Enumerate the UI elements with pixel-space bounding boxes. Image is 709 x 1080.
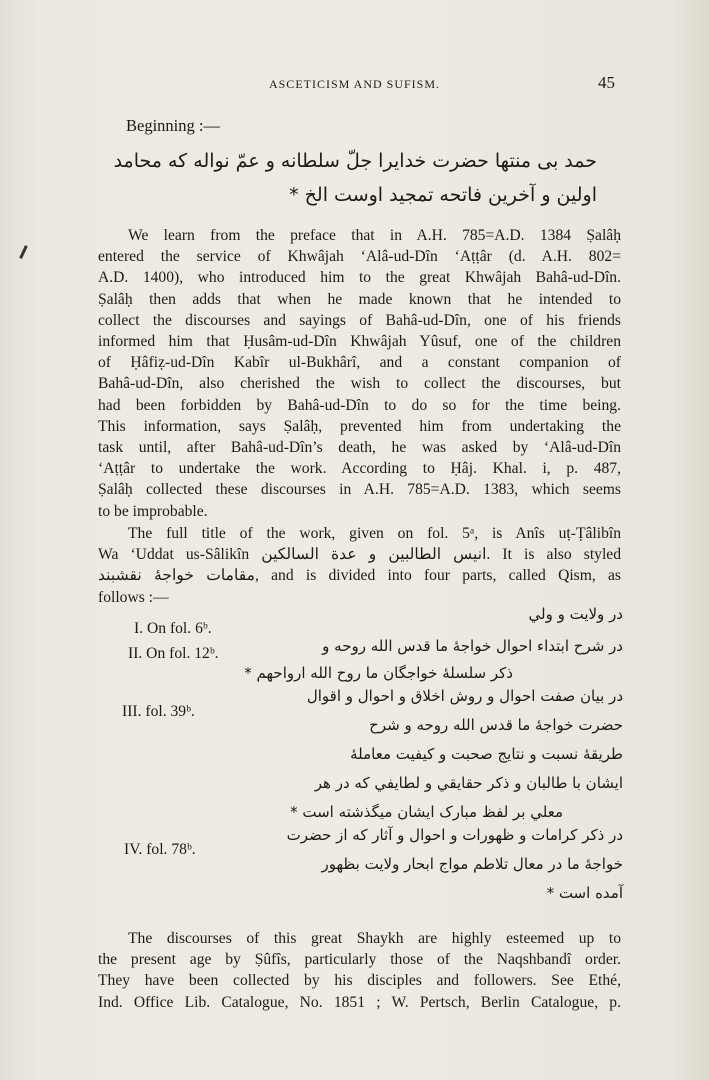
paragraph-line: follows :—	[98, 588, 169, 606]
part-arabic-line: ذکر سلسلهٔ خواجگان ما روح الله ارواحهم *	[244, 664, 513, 682]
margin-pencil-mark	[19, 245, 28, 259]
paragraph-line: had been forbidden by Bahâ-ud-Dîn to do so for the time being.	[98, 396, 621, 414]
part-arabic-line: ایشان با طالبان و ذکر حقایقي و لطایفي که در هر	[314, 774, 623, 792]
paragraph-preface	[98, 225, 621, 522]
part-arabic-line: خواجهٔ ما در معال تلاطم مواج ابحار ولایت بظهور	[321, 855, 623, 873]
paragraph-line: the present age by Ṣûfîs, particularly those of the Naqshbandî order.	[98, 951, 621, 969]
paragraph-line: A.D. 1400), who introduced him to the great Khwâjah Bahâ-ud-Dîn.	[98, 269, 621, 287]
running-head	[0, 73, 709, 97]
part-arabic-line: در ذکر کرامات و ظهورات و احوال و آثار که از حضرت	[286, 826, 623, 844]
part-label: III. fol. 39ᵇ.	[122, 703, 195, 720]
paragraph-line: to be improbable.	[98, 502, 208, 520]
part-arabic-line: حضرت خواجهٔ ما قدس الله روحه و شرح	[369, 716, 623, 734]
arabic-opening-line-2: اولین و آخرین فاتحه تمجید اوست الخ *	[289, 184, 597, 206]
paragraph-line: Wa ‘Uddat us-Sâlikîn انیس الطالبین و عدة السالکین. It is also styled	[98, 546, 621, 564]
beginning-label: Beginning :—	[126, 116, 220, 135]
paragraph-line: مقامات خواجهٔ نقشبند, and is divided into four parts, called Qism, as	[98, 567, 621, 585]
running-title: ASCETICISM AND SUFISM.	[268, 77, 441, 91]
paragraph-line: ‘Aṭṭâr to undertake the work. According to Ḥâj. Khal. i, p. 487,	[98, 460, 621, 478]
paragraph-line: informed him that Ḥusâm-ud-Dîn Khwâjah Yûsuf, one of the children	[98, 333, 621, 351]
arabic-opening-line-1: حمد بی منتها حضرت خدایرا جلّ سلطانه و عمّ نواله که محامد	[113, 150, 597, 172]
part-arabic-line: آمده است *	[546, 884, 623, 902]
paragraph-line: They have been collected by his disciples and followers. See Ethé,	[98, 972, 621, 990]
paragraph-line: entered the service of Khwâjah ‘Alâ-ud-Dîn ‘Aṭṭâr (d. A.H. 802=	[98, 248, 621, 266]
paragraph-line: Ṣalâḥ collected these discourses in A.H. 785=A.D. 1383, which seems	[98, 481, 621, 499]
paragraph-line: Ṣalâḥ then adds that when he made known that he intended to	[98, 290, 621, 308]
page-number: 45	[598, 73, 615, 92]
paragraph-line: Bahâ-ud-Dîn, also cherished the wish to collect the discourses, but	[98, 375, 621, 393]
part-arabic-line: معلي بر لفظ مبارک ایشان میگذشته است *	[290, 803, 563, 821]
paragraph-line: The discourses of this great Shaykh are highly esteemed up to	[128, 930, 621, 947]
paragraph-line: We learn from the preface that in A.H. 785=A.D. 1384 Ṣalâḥ	[128, 227, 621, 244]
part-label: II. On fol. 12ᵇ.	[128, 645, 219, 662]
paragraph-line: The full title of the work, given on fol. 5ᵃ, is Anîs uṭ-Ṭâlibîn	[128, 525, 621, 542]
paragraph-line: of Ḥâfiẓ-ud-Dîn Kabîr ul-Bukhârî, and a constant companion of	[98, 354, 621, 372]
paragraph-discourses	[98, 928, 621, 1013]
part-arabic-line: در بیان صفت احوال و روش اخلاق و احوال و اقوال	[306, 687, 623, 705]
paragraph-line: collect the discourses and sayings of Bahâ-ud-Dîn, one of his friends	[98, 311, 621, 329]
part-arabic-line: طریقهٔ نسبت و نتایج صحبت و کیفیت معاملهٔ	[350, 745, 623, 763]
part-arabic-line: در ولایت و ولي	[528, 605, 623, 623]
part-label: IV. fol. 78ᵇ.	[124, 841, 196, 858]
paragraph-line: This information, says Ṣalâḥ, prevented him from undertaking the	[98, 417, 621, 435]
part-arabic-line: در شرح ابتداء احوال خواجهٔ ما قدس الله روحه و	[322, 637, 623, 655]
paragraph-line: Ind. Office Lib. Catalogue, No. 1851 ; W. Pertsch, Berlin Catalogue, p.	[98, 993, 621, 1011]
paragraph-line: task until, after Bahâ-ud-Dîn’s death, he was asked by ‘Alâ-ud-Dîn	[98, 439, 621, 457]
paragraph-title	[98, 523, 621, 608]
part-label: I. On fol. 6ᵇ.	[134, 620, 212, 637]
